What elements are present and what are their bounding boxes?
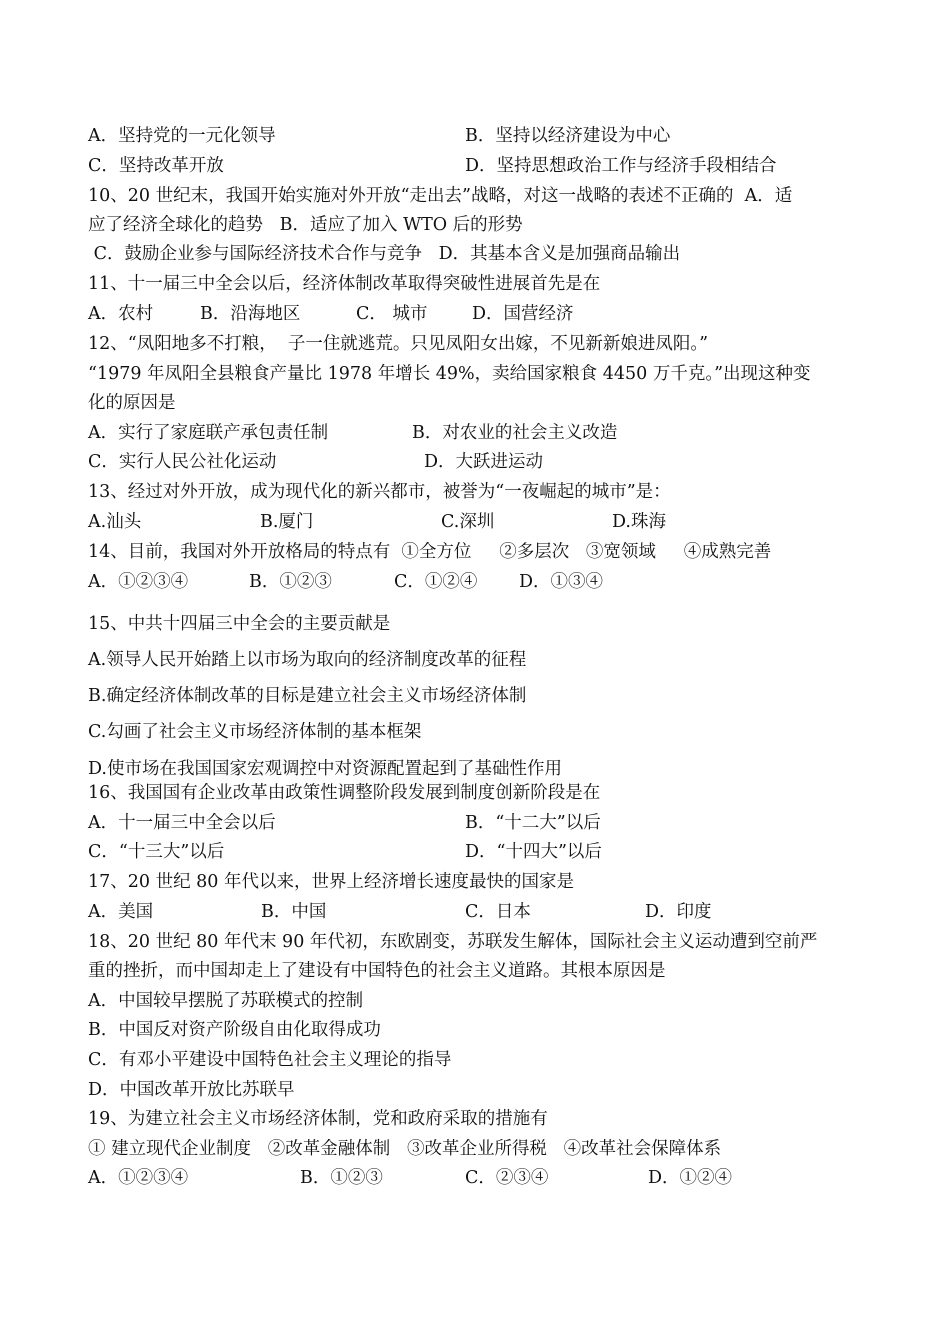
q13-option-c: C.深圳 (441, 512, 495, 532)
q19-stem: 19、为建立社会主义市场经济体制，党和政府采取的措施有 (88, 1109, 548, 1129)
q15-option-b: B.确定经济体制改革的目标是建立社会主义市场经济体制 (88, 686, 527, 706)
q18-option-a: A．中国较早摆脱了苏联模式的控制 (88, 991, 364, 1011)
q14-stem: 14、目前，我国对外开放格局的特点有 ①全方位 ②多层次 ③宽领域 ④成熟完善 (88, 542, 772, 562)
q19-items: ① 建立现代企业制度 ②改革金融体制 ③改革企业所得税 ④改革社会保障体系 (88, 1139, 722, 1159)
q12-stem-line1: 12、“凤阳地多不打粮， 子一住就逃荒。只见凤阳女出嫁，不见新新娘进凤阳。” (88, 334, 709, 354)
q16-option-c: C．“十三大”以后 (88, 842, 225, 862)
q12-stem-line3: 化的原因是 (88, 393, 176, 413)
q15-option-a: A.领导人民开始踏上以市场为取向的经济制度改革的征程 (88, 650, 527, 670)
q14-option-a: A．①②③④ (88, 572, 189, 592)
q12-option-d: D．大跃进运动 (424, 452, 544, 472)
q18-stem-line1: 18、20 世纪 80 年代末 90 年代初，东欧剧变，苏联发生解体，国际社会主义运动遭到空前严 (88, 932, 818, 952)
q18-option-c: C．有邓小平建设中国特色社会主义理论的指导 (88, 1050, 452, 1070)
q16-option-a: A．十一届三中全会以后 (88, 813, 276, 833)
q18-option-b: B．中国反对资产阶级自由化取得成功 (88, 1020, 381, 1040)
q9-option-d: D．坚持思想政治工作与经济手段相结合 (465, 156, 777, 176)
q15-option-d: D.使市场在我国国家宏观调控中对资源配置起到了基础性作用 (88, 759, 562, 779)
q13-stem: 13、经过对外开放，成为现代化的新兴都市，被誉为“一夜崛起的城市”是： (88, 482, 671, 502)
q12-stem-line2: “1979 年凤阳全县粮食产量比 1978 年增长 49%，卖给国家粮食 4450 万千克。”出现这种变 (88, 364, 811, 384)
q13-option-a: A.汕头 (88, 512, 142, 532)
q10-stem-line1: 10、20 世纪末，我国开始实施对外开放“走出去”战略，对这一战略的表述不正确的 A．适 (88, 186, 793, 206)
q16-option-b: B．“十二大”以后 (465, 813, 601, 833)
q19-option-b: B．①②③ (300, 1168, 383, 1188)
q15-option-c: C.勾画了社会主义市场经济体制的基本框架 (88, 722, 422, 742)
q16-option-d: D．“十四大”以后 (465, 842, 602, 862)
q10-stem-line3: C．鼓励企业参与国际经济技术合作与竞争 D．其基本含义是加强商品输出 (88, 244, 681, 264)
q13-option-d: D.珠海 (612, 512, 666, 532)
q11-option-c: C． 城市 (356, 304, 428, 324)
q18-stem-line2: 重的挫折，而中国却走上了建设有中国特色的社会主义道路。其根本原因是 (88, 961, 666, 981)
q10-stem-line2: 应了经济全球化的趋势 B．适应了加入 WTO 后的形势 (88, 215, 523, 235)
q17-option-c: C．日本 (465, 902, 531, 922)
q16-stem: 16、我国国有企业改革由政策性调整阶段发展到制度创新阶段是在 (88, 783, 601, 803)
q15-stem: 15、中共十四届三中全会的主要贡献是 (88, 614, 391, 634)
q11-stem: 11、十一届三中全会以后，经济体制改革取得突破性进展首先是在 (88, 274, 601, 294)
q9-option-b: B．坚持以经济建设为中心 (465, 126, 671, 146)
q11-option-b: B．沿海地区 (200, 304, 301, 324)
q9-option-c: C．坚持改革开放 (88, 156, 224, 176)
q19-option-a: A．①②③④ (88, 1168, 189, 1188)
q12-option-c: C．实行人民公社化运动 (88, 452, 277, 472)
q11-option-a: A．农村 (88, 304, 154, 324)
q19-option-c: C．②③④ (465, 1168, 549, 1188)
q9-option-a: A．坚持党的一元化领导 (88, 126, 276, 146)
q13-option-b: B.厦门 (260, 512, 314, 532)
q14-option-c: C．①②④ (394, 572, 478, 592)
q17-option-a: A．美国 (88, 902, 154, 922)
q14-option-d: D．①③④ (519, 572, 604, 592)
q17-stem: 17、20 世纪 80 年代以来，世界上经济增长速度最快的国家是 (88, 872, 574, 892)
q19-option-d: D．①②④ (648, 1168, 733, 1188)
q17-option-d: D．印度 (645, 902, 712, 922)
q11-option-d: D．国营经济 (472, 304, 574, 324)
q12-option-b: B．对农业的社会主义改造 (412, 423, 618, 443)
q18-option-d: D．中国改革开放比苏联早 (88, 1080, 295, 1100)
q17-option-b: B．中国 (261, 902, 327, 922)
q12-option-a: A．实行了家庭联产承包责任制 (88, 423, 329, 443)
q14-option-b: B．①②③ (249, 572, 332, 592)
